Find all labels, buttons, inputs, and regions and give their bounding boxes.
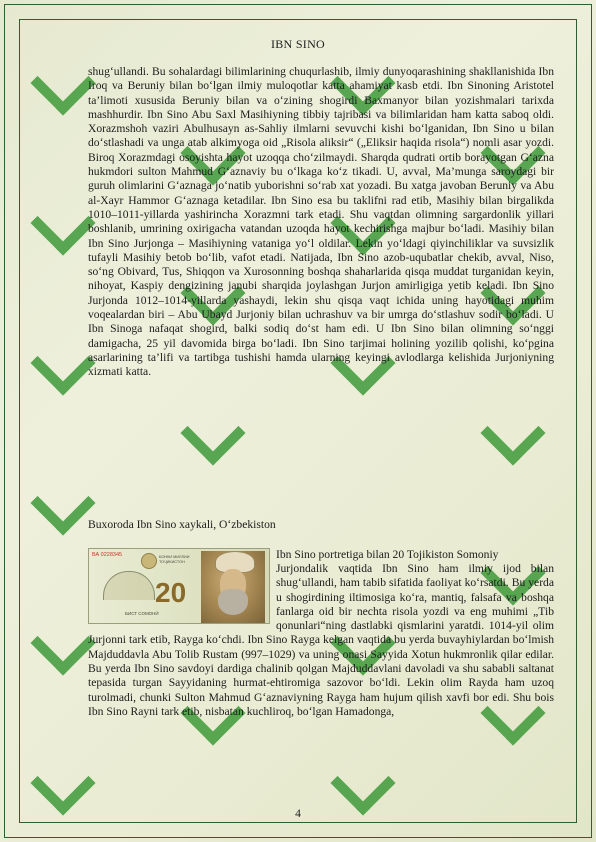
page-number: 4	[295, 807, 301, 820]
body-paragraph: shug‘ullandi. Bu sohalardagi bilimlarining chuqurlashib, ilmiy dunyoqarashining shakllanishida Ibn Iroq va Beruniy bilan bo‘lgan ilmiy muloqotlar katta ahamiyat kasb etdi. Ibn Sinoning Aristotel ta’limoti xususida Beruniy bilan va o‘zining shogirdi Baxmanyor bilan yozishmalari tarixda mashhurdir. Ibn Sino Abu Saxl Masihiyning tibbiy tajribasi va bilimlaridan ham katta saboq oldi. Xorazmshoh vaziri Abulhusayn as-Sahliy ilmlarni sevuvchi kishi bo‘lganidan, Ibn Sino u bilan do‘stlashadi va unga atab alkimyoga oid „Risola aliksir“ („Eliksir haqida risola“) nomli asar yozdi. Biroq Xorazmdagi osoyishta hayot uzoqqa cho‘zilmaydi. Sharqda qudrati ortib borayotgan G‘azna hukmdori sulton Mahmud G‘aznaviy bu o‘lkaga ko‘z tikadi. U, avval, Ma’munga saroydagi bir guruh olimlarini G‘aznaga jo‘natib yuborishni so‘rab xat yozadi. Bu xatga javoban Beruniy va Abu al-Xayr Hammor G‘aznaga ketadilar. Ibn Sino esa bu taklifni rad etib, Masihiy bilan birgalikda 1010–1011-yillarda yashirincha Xorazmni tark etadi. Shu vaqtdan olimning sargardonlik yillari boshlanib, umrining oxirigacha vatandan uzoqda hayot kechirishga majbur bo‘ladi. Masihiy bilan Ibn Sino Jurjonga – Masihiyning vataniga yo‘l oldilar. Lekin yo‘ldagi qiyinchiliklar va suvsizlik tufayli Masihiy betob bo‘lib, vafot etadi. Natijada, Ibn Sino azob-uqubatlar chekib, avval, Niso, so‘ng Obivard, Tus, Shiqqon va Xurosonning boshqa shaharlarida qisqa muddat turganidan keyin, nihoyat, Kaspiy dengizining janubi sharqida joylashgan Jurjon amirligiga yetib keladi. Ibn Sino Jurjonda 1012–1014-yillarda yashaydi, lekin shu qisqa vaqt ichida uning hayotidagi muhim voqealardan biri – Abu Ubayd Jurjoniy bilan uchrashuv va bir umrga do‘stlashuv sodir bo‘ladi. U Ibn Sinoga nafaqat shogird, balki sodiq do‘st ham edi. U Ibn Sino bilan olimning so‘nggi damigacha, 25 yil davomida birga bo‘ladi. Ibn Sino tarjimai holining yozilib qolishi, ko‘pgina asarlarining ta’lifi va tartibga tushishi hamda ularning keyingi avlodlarga kelishida Jurjoniyning xizmati katta.	[88, 65, 554, 379]
image-caption: Ibn Sino portretiga bilan 20 Tojikiston Somoniy	[276, 548, 499, 561]
page-header: IBN SINO	[270, 37, 326, 51]
banknote-bank-name: БОНКИ МИЛЛИИ ТОҶИКИСТОН	[159, 555, 190, 564]
banknote-denomination: 20	[155, 577, 187, 608]
banknote-serial: ВА 0228345	[92, 552, 123, 558]
body-paragraph-2: Jurjondalik vaqtida Ibn Sino ham ilmiy ijod bilan shug‘ullandi, ham tabib sifatida faoliyat ko‘rsatdi. Bu yerda u shogirdining iltimosiga ko‘ra, mantiq, falsafa va boshqa fanlarga oid bir nechta risola yozdi va eng muhimi „Tib qonunlari“ning dastlabki qismlarini yaratdi. 1014-yil olim Jurjonni tark etib, Rayga ko‘chdi. Ibn Sino Rayga kelgan vaqtida bu yerda buvayhiylardan bo‘lmish Majduddavla Abu Tolib Rustam (997–1029) va uning onasi Sayyida Xotun hukmronlik qilar edilar. Bu yerda Ibn Sino savdoyi dardiga chalinib qolgan Majduddavlani davoladi va shu sababli saltanat tepasida turgan Sayyidaning hurmat-ehtiromiga sazovor bo‘ldi. Lekin olim Rayda ham uzoq turolmadi, chunki Sulton Mahmud G‘aznaviyning Rayga ham hujum qilish xavfi bor edi. Shu bois Ibn Sino Rayni tark etib, nisbatan kuchliroq, bo‘lgan Hamadonga,	[88, 562, 554, 718]
banknote-words: БИСТ СОМОНӢ	[125, 611, 159, 616]
image-float-spacer	[88, 562, 276, 632]
section-title: Buxoroda Ibn Sino xaykali, O‘zbekiston	[88, 518, 276, 531]
